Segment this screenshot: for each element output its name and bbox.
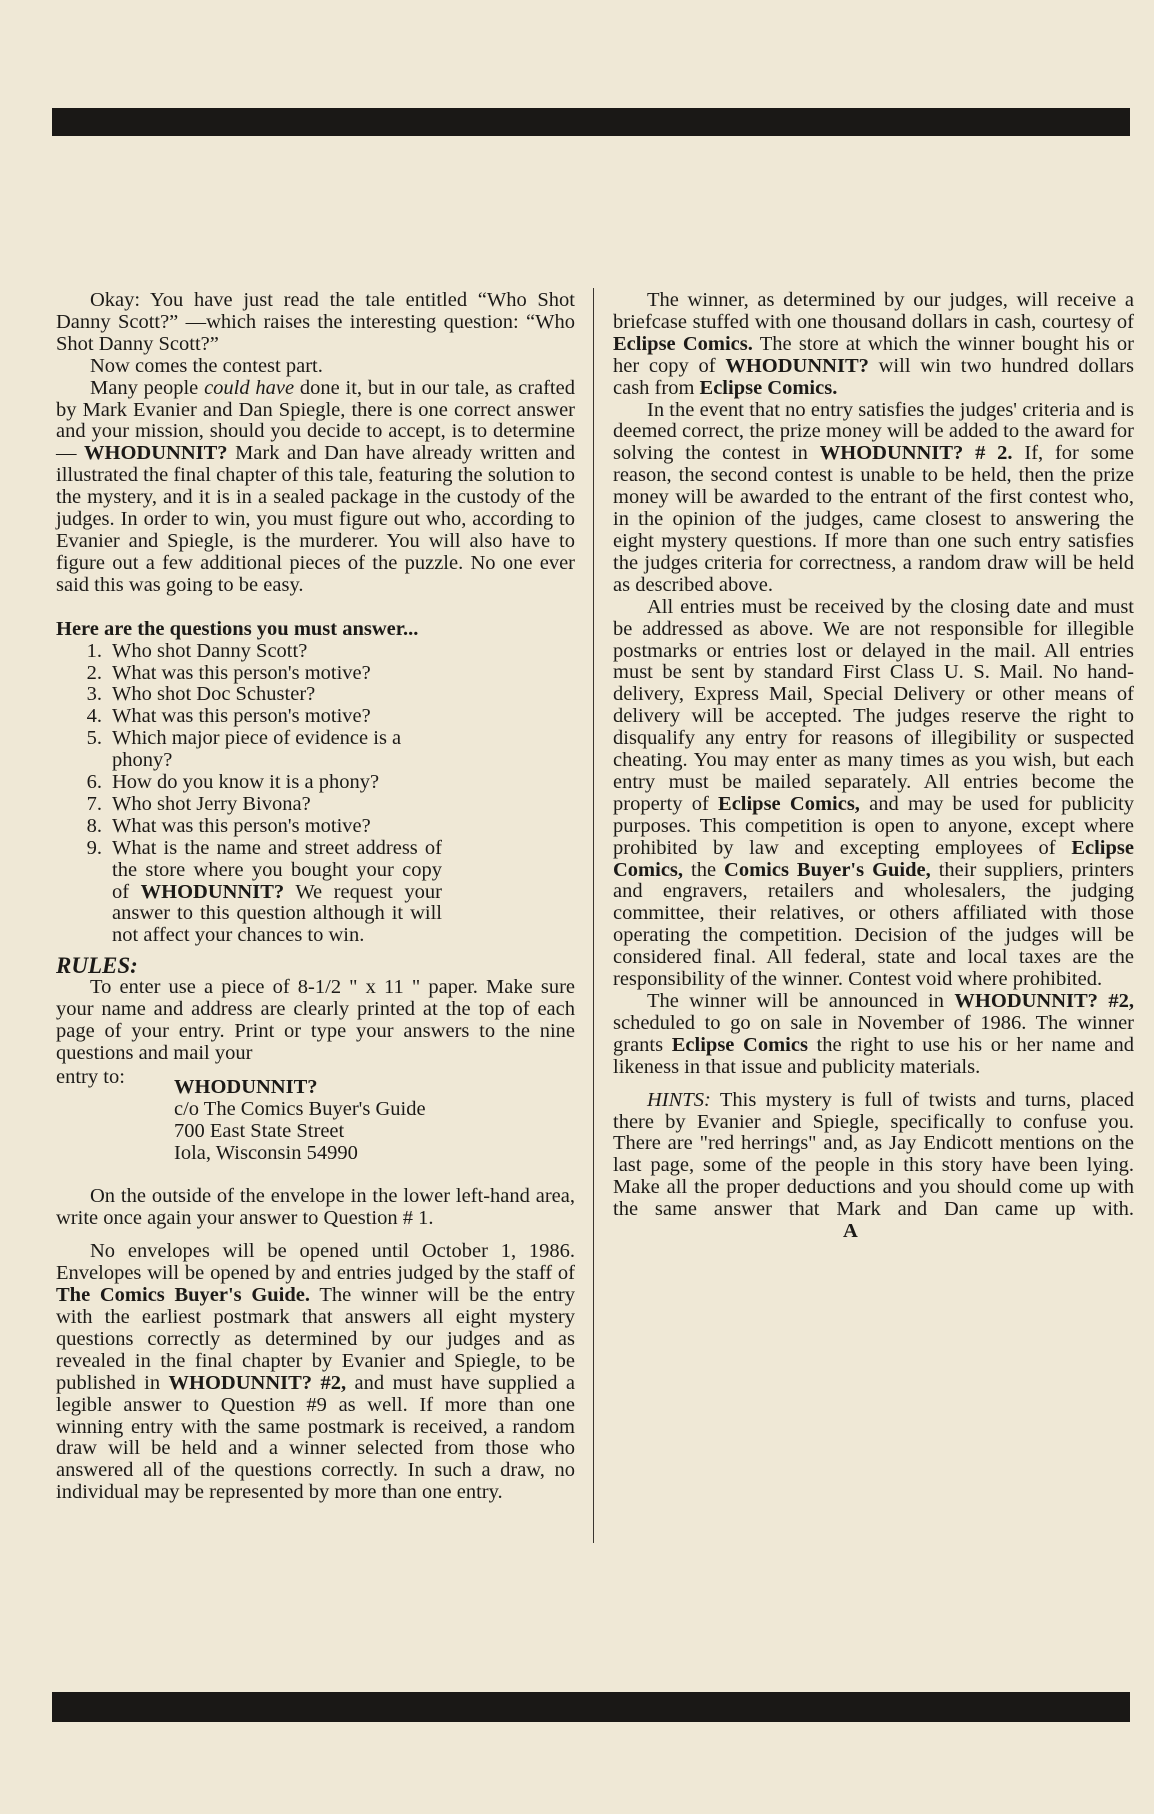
rules-paragraph-1: To enter use a piece of 8-1/2 " x 11 " paper. Make sure your name and address are clearly printed at the top of each page of your entry. Print or type your answers to the nine questions and mail your	[56, 976, 575, 1064]
delta-triangle-icon: A	[843, 1220, 858, 1243]
question-item: 8. What was this person's motive?	[86, 814, 371, 837]
address-line: Iola, Wisconsin 54990	[174, 1141, 358, 1164]
question-item: 6. How do you know it is a phony?	[86, 771, 380, 794]
prize-paragraph-4: The winner will be announced in WHODUNNIT? #2, scheduled to go on sale in November of 1986. The winner grants Eclipse Comics the right to use his or her name and likeness in that issue and publicity materials.	[613, 990, 1134, 1078]
entry-label: entry to:	[56, 1065, 125, 1088]
top-decorative-bar	[52, 108, 1130, 136]
question-item: 5. Which major piece of evidence is a phony?	[86, 727, 402, 772]
rules-paragraph-2: On the outside of the envelope in the lower left-hand area, write once again your answer to Question # 1.	[56, 1185, 575, 1230]
address-line: c/o The Comics Buyer's Guide	[174, 1097, 426, 1120]
left-column	[56, 290, 575, 1504]
prize-paragraph-2: In the event that no entry satisfies the judges' criteria and is deemed correct, the prize money will be added to the award for solving the contest in WHODUNNIT? # 2. If, for some reason, the second contest is unable to be held, then the prize money will be awarded to the entrant of the first contest who, in the opinion of the judges, came closest to answering the eight mystery questions. If more than one such entry satisfies the judges criteria for correctness, a random draw will be held as described above.	[613, 398, 1134, 596]
bottom-decorative-bar	[52, 1692, 1130, 1722]
rules-heading: RULES:	[56, 953, 138, 979]
prize-paragraph-3: All entries must be received by the closing date and must be addressed as above. We are not responsible for illegible postmarks or entries lost or delayed in the mail. All entries must be sent by standard First Class U. S. Mail. No hand-delivery, Express Mail, Special Delivery or other means of delivery will be accepted. The judges reserve the right to disqualify any entry for reasons of illegibility or suspected cheating. You may enter as many times as you wish, but each entry must be mailed separately. All entries become the property of Eclipse Comics, and may be used for publicity purposes. This competition is open to anyone, except where prohibited by law and excepting employees of Eclipse Comics, the Comics Buyer's Guide, their suppliers, printers and engravers, retailers and wholesalers, the judging committee, their relatives, or others affiliated with those operating the competition. Decision of the judges will be considered final. All federal, state and local taxes are the responsibility of the winner. Contest void where prohibited.	[613, 595, 1134, 991]
question-item: 4. What was this person's motive?	[86, 705, 371, 728]
column-divider	[593, 288, 594, 1543]
right-column	[613, 290, 1134, 1243]
questions-heading: Here are the questions you must answer...	[56, 617, 419, 640]
intro-paragraph-1: Okay: You have just read the tale entitled “Who Shot Danny Scott?” —which raises the interesting question: “Who Shot Danny Scott?”	[56, 289, 575, 355]
question-item-9: 9. What is the name and street address of the store where you bought your copy of WHODUNNIT? We request your answer to this question although it will not affect your chances to win.	[86, 836, 442, 947]
question-item: 1. Who shot Danny Scott?	[86, 639, 308, 662]
question-item: 3. Who shot Doc Schuster?	[86, 683, 316, 706]
hints-paragraph: HINTS: This mystery is full of twists and turns, placed there by Evanier and Spiegle, specifically to confuse you. There are "red herrings" and, as Jay Endicott mentions on the last page, some of the people in this story have been lying. Make all the proper deductions and you should come up with the same answer that Mark and Dan came up with.A	[613, 1088, 1134, 1243]
intro-paragraph-3: Many people could have done it, but in our tale, as crafted by Mark Evanier and Dan Spiegle, there is one correct answer and your mission, should you decide to accept, is to determine— WHODUNNIT? Mark and Dan have already written and illustrated the final chapter of this tale, featuring the solution to the mystery, and it is in a sealed package in the custody of the judges. In order to win, you must figure out who, according to Evanier and Spiegle, is the murderer. You will also have to figure out a few additional pieces of the puzzle. No one ever said this was going to be easy.	[56, 376, 576, 596]
question-item: 2. What was this person's motive?	[86, 661, 371, 684]
prize-paragraph-1: The winner, as determined by our judges, will receive a briefcase stuffed with one thousand dollars in cash, courtesy of Eclipse Comics. The store at which the winner bought his or her copy of WHODUNNIT? will win two hundred dollars cash from Eclipse Comics.	[613, 289, 1134, 399]
address-line: WHODUNNIT?	[174, 1075, 318, 1098]
questions-list	[56, 641, 575, 948]
intro-paragraph-2: Now comes the contest part.	[90, 354, 323, 377]
address-line: 700 East State Street	[174, 1119, 345, 1142]
question-item: 7. Who shot Jerry Bivona?	[86, 792, 311, 815]
rules-paragraph-3: No envelopes will be opened until October 1, 1986. Envelopes will be opened by and entries judged by the staff of The Comics Buyer's Guide. The winner will be the entry with the earliest postmark that answers all eight mystery questions correctly as determined by our judges and as revealed in the final chapter by Evanier and Spiegle, to be published in WHODUNNIT? #2, and must have supplied a legible answer to Question #9 as well. If more than one winning entry with the same postmark is received, a random draw will be held and a winner selected from those who answered all of the questions correctly. In such a draw, no individual may be represented by more than one entry.	[56, 1240, 575, 1504]
mailing-address	[56, 1067, 575, 1165]
